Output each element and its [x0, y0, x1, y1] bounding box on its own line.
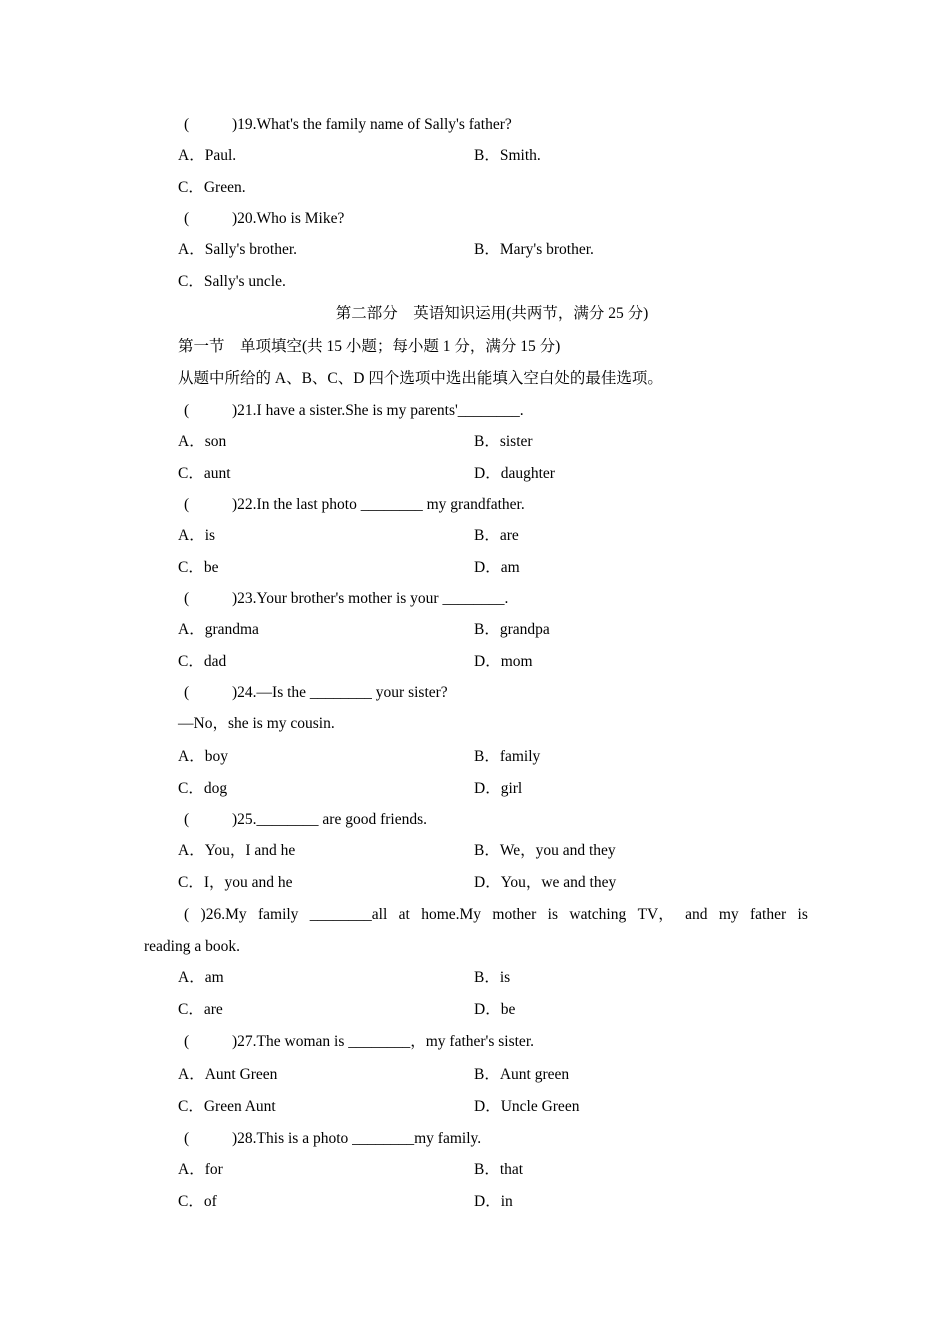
option-26-d: D．be: [474, 1001, 516, 1018]
word: my: [718, 906, 739, 923]
word: family: [257, 906, 299, 923]
word: TV，: [637, 906, 674, 923]
question-28: ( )28.This is a photo ________my family.: [184, 1130, 482, 1147]
option-19-a: A．Paul.: [178, 147, 237, 164]
option-22-d: D．am: [474, 559, 520, 576]
question-25: ( )25.________ are good friends.: [184, 811, 428, 828]
section1-heading: 第一节 单项填空(共 15 小题；每小题 1 分，满分 15 分): [178, 338, 561, 355]
option-22-a: A．is: [178, 527, 216, 544]
word: mother: [492, 906, 537, 923]
option-24-b: B．family: [474, 748, 541, 765]
word: ________all: [309, 906, 388, 923]
question-26-continued: reading a book.: [144, 938, 240, 955]
word: father: [750, 906, 787, 923]
option-24-d: D．girl: [474, 780, 523, 797]
word: is: [797, 906, 808, 923]
option-20-b: B．Mary's brother.: [474, 241, 594, 258]
option-23-b: B．grandpa: [474, 621, 550, 638]
option-23-a: A．grandma: [178, 621, 259, 638]
word: )26.My: [200, 906, 247, 923]
question-21: ( )21.I have a sister.She is my parents'________.: [184, 402, 524, 419]
word: home.My: [421, 906, 482, 923]
option-28-a: A．for: [178, 1161, 223, 1178]
option-21-a: A．son: [178, 433, 227, 450]
option-25-a: A．You，I and he: [178, 842, 296, 859]
option-25-c: C．I，you and he: [178, 874, 293, 891]
word: at: [398, 906, 410, 923]
option-24-a: A．boy: [178, 748, 228, 765]
option-23-c: C．dad: [178, 653, 227, 670]
word: watching: [569, 906, 627, 923]
question-22: ( )22.In the last photo ________ my grandfather.: [184, 496, 525, 513]
option-27-b: B．Aunt green: [474, 1066, 570, 1083]
option-27-d: D．Uncle Green: [474, 1098, 580, 1115]
word: and: [685, 906, 708, 923]
word: (: [184, 906, 190, 923]
option-28-c: C．of: [178, 1193, 217, 1210]
question-24-reply: —No，she is my cousin.: [178, 715, 335, 732]
instructions: 从题中所给的 A、B、C、D 四个选项中选出能填入空白处的最佳选项。: [178, 370, 663, 387]
word: is: [547, 906, 559, 923]
option-23-d: D．mom: [474, 653, 533, 670]
question-24: ( )24.—Is the ________ your sister?: [184, 684, 448, 701]
option-20-a: A．Sally's brother.: [178, 241, 298, 258]
option-26-a: A．am: [178, 969, 224, 986]
option-25-b: B．We，you and they: [474, 842, 616, 859]
question-23: ( )23.Your brother's mother is your ________.: [184, 590, 509, 607]
option-22-c: C．be: [178, 559, 219, 576]
option-28-d: D．in: [474, 1193, 513, 1210]
option-21-b: B．sister: [474, 433, 533, 450]
option-26-b: B．is: [474, 969, 511, 986]
option-24-c: C．dog: [178, 780, 228, 797]
option-26-c: C．are: [178, 1001, 223, 1018]
option-27-c: C．Green Aunt: [178, 1098, 276, 1115]
option-19-b: B．Smith.: [474, 147, 541, 164]
option-21-d: D．daughter: [474, 465, 555, 482]
option-28-b: B．that: [474, 1161, 524, 1178]
question-26: [184, 905, 808, 925]
option-20-c: C．Sally's uncle.: [178, 273, 286, 290]
option-21-c: C．aunt: [178, 465, 231, 482]
option-27-a: A．Aunt Green: [178, 1066, 278, 1083]
question-19: ( )19.What's the family name of Sally's father?: [184, 116, 512, 133]
option-19-c: C．Green.: [178, 179, 246, 196]
option-22-b: B．are: [474, 527, 519, 544]
option-25-d: D．You，we and they: [474, 874, 617, 891]
question-20: ( )20.Who is Mike?: [184, 210, 345, 227]
question-27: ( )27.The woman is ________，my father's sister.: [184, 1033, 534, 1050]
part2-title: 第二部分 英语知识运用(共两节，满分 25 分): [335, 305, 649, 322]
